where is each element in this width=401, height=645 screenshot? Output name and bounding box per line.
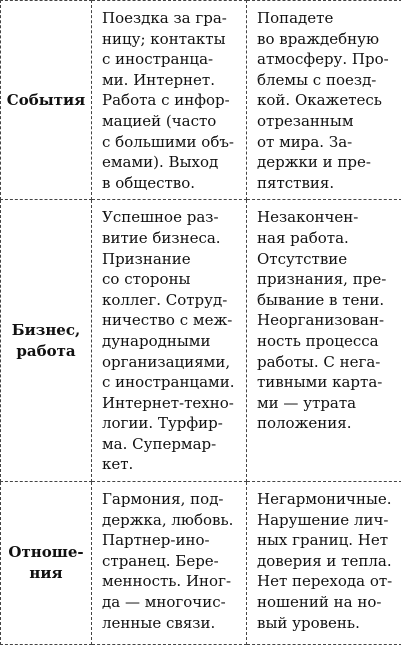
text-line: держка, любовь. (102, 510, 238, 531)
text-line: в общество. (102, 173, 238, 194)
text-line: дународными (102, 331, 238, 352)
text-line: Работа с инфор- (102, 90, 238, 111)
text-line: вый уровень. (257, 613, 393, 634)
positive-cell-relations (92, 482, 247, 645)
label-line: ния (5, 563, 87, 584)
table-row-relations (1, 482, 401, 645)
text-line: кой. Окажетесь (257, 90, 393, 111)
text-line: Гармония, под- (102, 489, 238, 510)
text-line: во враждебную (257, 29, 393, 50)
text-line: ми — утрата (257, 393, 393, 414)
text-line: Партнер-ино- (102, 530, 238, 551)
text-line: Нарушение лич- (257, 510, 393, 531)
text-line: Признание (102, 249, 238, 270)
text-line: организациями, (102, 352, 238, 373)
text-line: Незакончен- (257, 207, 393, 228)
text-line: ничество с меж- (102, 310, 238, 331)
text-line: ная работа. (257, 228, 393, 249)
label-line: Бизнес, (5, 320, 87, 341)
text-line: Интернет-техно- (102, 393, 238, 414)
text-line: блемы с поезд- (257, 70, 393, 91)
text-line: ми. Интернет. (102, 70, 238, 91)
row-label-business (1, 200, 92, 482)
text-line: работы. С нега- (257, 352, 393, 373)
text-line: ма. Супермар- (102, 434, 238, 455)
text-line: странец. Бере- (102, 551, 238, 572)
label-line: работа (5, 341, 87, 362)
text-line: Неорганизован- (257, 310, 393, 331)
text-line: емами). Выход (102, 152, 238, 173)
row-label-relations (1, 482, 92, 645)
text-line: логии. Турфир- (102, 413, 238, 434)
text-line: положения. (257, 413, 393, 434)
text-line: с иностранцами. (102, 372, 238, 393)
text-line: с иностранца- (102, 49, 238, 70)
text-line: менность. Иног- (102, 571, 238, 592)
text-line: доверия и тепла. (257, 551, 393, 572)
text-line: держки и пре- (257, 152, 393, 173)
text-line: витие бизнеса. (102, 228, 238, 249)
positive-cell-events (92, 1, 247, 200)
text-line: Отсутствие (257, 249, 393, 270)
text-line: Попадете (257, 8, 393, 29)
text-line: тивными карта- (257, 372, 393, 393)
negative-cell-events (247, 1, 401, 200)
table-row-business (1, 200, 401, 482)
label-line: События (5, 90, 87, 111)
text-line: коллег. Сотруд- (102, 290, 238, 311)
text-line: Поездка за гра- (102, 8, 238, 29)
text-line: ных границ. Нет (257, 530, 393, 551)
text-line: ленные связи. (102, 613, 238, 634)
negative-cell-relations (247, 482, 401, 645)
text-line: атмосферу. Про- (257, 49, 393, 70)
text-line: кет. (102, 454, 238, 475)
table-row-events (1, 1, 401, 200)
text-line: от мира. За- (257, 132, 393, 153)
text-line: мацией (часто (102, 111, 238, 132)
text-line: бывание в тени. (257, 290, 393, 311)
positive-cell-business (92, 200, 247, 482)
negative-cell-business (247, 200, 401, 482)
text-line: Успешное раз- (102, 207, 238, 228)
text-line: пятствия. (257, 173, 393, 194)
text-line: Нет перехода от- (257, 571, 393, 592)
text-line: ношений на но- (257, 592, 393, 613)
text-line: да — многочис- (102, 592, 238, 613)
text-line: отрезанным (257, 111, 393, 132)
text-line: со стороны (102, 269, 238, 290)
text-line: с большими объ- (102, 132, 238, 153)
table-body (1, 1, 401, 645)
row-label-events (1, 1, 92, 200)
text-line: признания, пре- (257, 269, 393, 290)
label-line: Отноше- (5, 542, 87, 563)
text-line: Негармоничные. (257, 489, 393, 510)
text-line: ницу; контакты (102, 29, 238, 50)
text-line: ность процесса (257, 331, 393, 352)
